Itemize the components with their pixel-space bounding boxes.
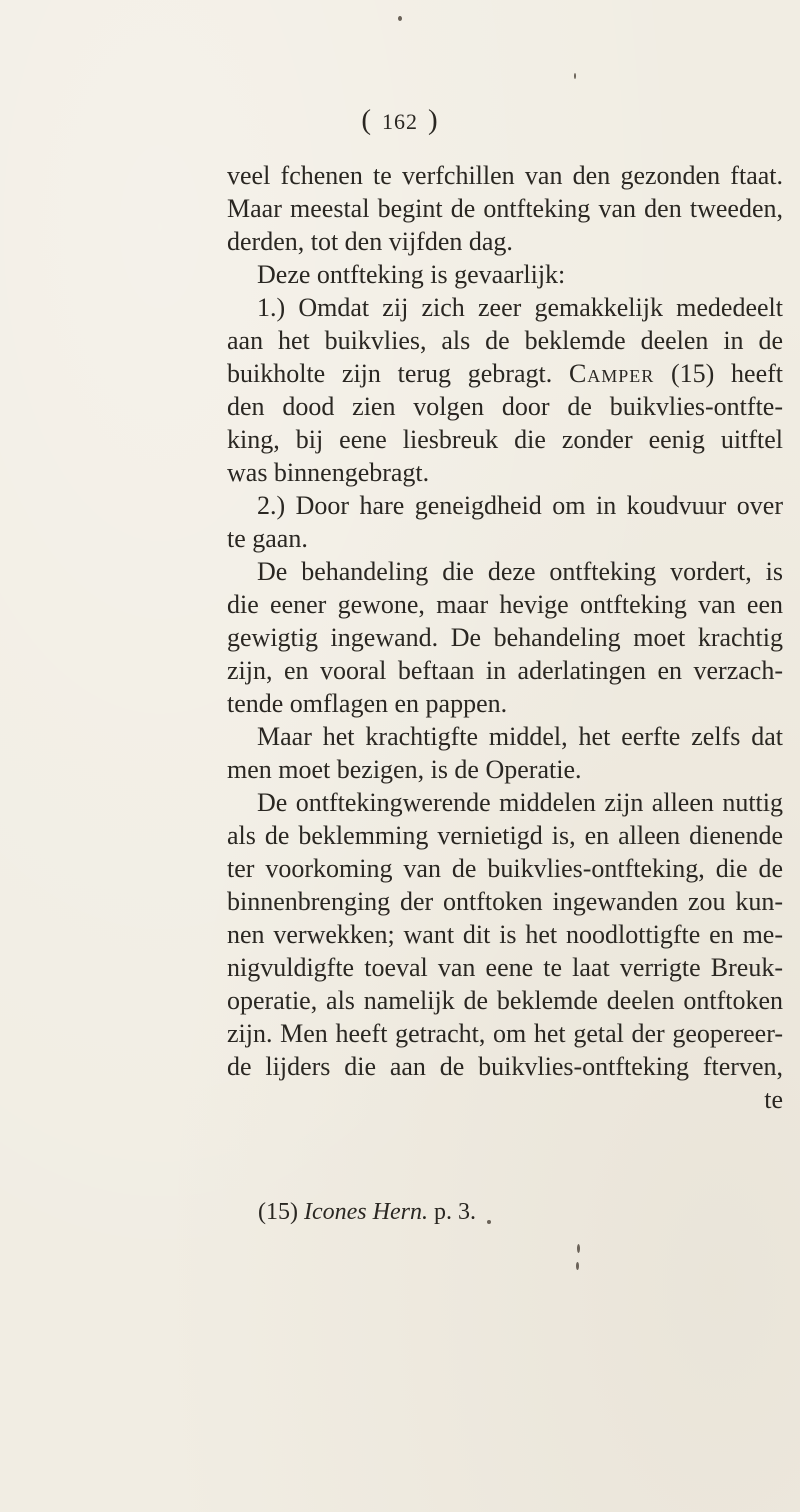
text-line: die eener gewone, maar hevige ontfteking van een xyxy=(227,590,783,619)
text-line: den dood zien volgen door de buikvlies-ontfte- xyxy=(227,392,783,421)
text-line: men moet bezigen, is de Operatie. xyxy=(227,755,582,784)
text-line-with-name xyxy=(227,357,783,390)
text-line: was binnengebragt. xyxy=(227,458,430,487)
text-line: 2.) Door hare geneigdheid om in koudvuur over xyxy=(257,491,783,520)
text-line: zijn. Men heeft getracht, om het getal der geopereer- xyxy=(227,1019,783,1048)
footnote-page: p. 3. xyxy=(433,1199,476,1225)
paper-speck xyxy=(487,1220,491,1224)
text-line: veel fchenen te verfchillen van den gezonden ftaat. xyxy=(227,161,783,190)
text-line: operatie, als namelijk de beklemde deelen ontftoken xyxy=(227,986,783,1015)
text-line: gewigtig ingewand. De behandeling moet krachtig xyxy=(227,623,783,652)
catchword: te xyxy=(764,1085,783,1114)
text-line: binnenbrenging der ontftoken ingewanden zou kun- xyxy=(227,887,783,916)
text-line: nigvuldigfte toeval van eene te laat verrigte Breuk- xyxy=(227,953,783,982)
text-line: de lijders die aan de buikvlies-ontfteking fterven, xyxy=(227,1052,783,1081)
text-fragment: buikholte zijn terug gebragt. xyxy=(227,359,553,388)
text-line: Maar meestal begint de ontfteking van den tweeden, xyxy=(227,194,783,223)
paper-speck xyxy=(398,16,402,21)
text-line: king, bij eene liesbreuk die zonder eenig uitftel xyxy=(227,425,783,454)
text-line: te gaan. xyxy=(227,524,308,553)
text-line: zijn, en vooral beftaan in aderlatingen en verzach- xyxy=(227,656,783,685)
text-line: De ontftekingwerende middelen zijn alleen nuttig xyxy=(257,788,783,817)
person-name-camper: Camper xyxy=(568,359,655,388)
page-number-open-paren: ( xyxy=(361,104,372,136)
page-number-close-paren: ) xyxy=(428,104,439,136)
footnote-ref: (15) xyxy=(258,1199,298,1225)
footnote-title: Icones Hern. xyxy=(303,1199,428,1225)
paper-speck xyxy=(574,73,576,79)
text-fragment: (15) heeft xyxy=(671,359,784,388)
text-line: als de beklemming vernietigd is, en alleen dienende xyxy=(227,821,783,850)
text-line: Maar het krachtigfte middel, het eerfte zelfs dat xyxy=(257,722,783,751)
text-line: aan het buikvlies, als de beklemde deelen in de xyxy=(227,326,783,355)
text-line: De behandeling die deze ontfteking vordert, is xyxy=(257,557,783,586)
paper-speck xyxy=(577,1244,580,1253)
text-line: ter voorkoming van de buikvlies-ontfteking, die de xyxy=(227,854,783,883)
footnote xyxy=(258,1196,476,1229)
text-line: derden, tot den vijfden dag. xyxy=(227,227,513,256)
text-line: 1.) Omdat zij zich zeer gemakkelijk mededeelt xyxy=(257,293,783,322)
text-line: Deze ontfteking is gevaarlijk: xyxy=(257,260,566,289)
paper-speck xyxy=(576,1262,579,1270)
body-text xyxy=(227,159,783,1116)
text-line: nen verwekken; want dit is het noodlottigfte en me- xyxy=(227,920,783,949)
text-line: tende omflagen en pappen. xyxy=(227,689,508,718)
page-number-value: 162 xyxy=(382,109,418,134)
page-number xyxy=(0,104,800,137)
